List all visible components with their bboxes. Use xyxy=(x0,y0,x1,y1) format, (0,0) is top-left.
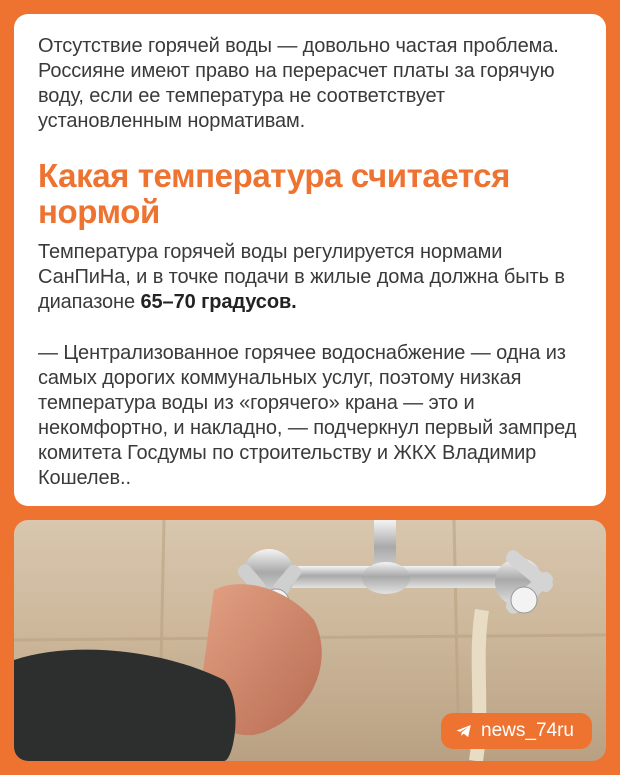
section-heading: Какая температура считается нормой xyxy=(38,157,510,230)
norm-range: 65–70 градусов. xyxy=(140,291,297,313)
faucet-photo xyxy=(14,520,606,761)
norm-paragraph xyxy=(38,240,584,315)
faucet-center xyxy=(362,562,410,594)
source-label: news_74ru xyxy=(481,720,574,741)
right-valve-handle xyxy=(495,548,555,616)
article-card xyxy=(14,14,606,506)
telegram-icon xyxy=(455,722,473,740)
intro-text: Отсутствие горячей воды — довольно частая проблема. Россияне имеют право на перерасчет платы за горячую воду, если ее температура не соответствует установленным нормативам. xyxy=(38,35,559,132)
quote-paragraph: — Централизованное горячее водоснабжение — одна из самых дорогих коммунальных услуг, поэтому низкая температура воды из «горячего» крана — это и некомфортно, и накладно, — подчеркнул первый зампред комитета Госдумы по строительству и ЖКХ Владимир Кошелев.. xyxy=(38,342,577,489)
norm-text: Температура горячей воды регулируется нормами СанПиНа, и в точке подачи в жилые дома должна быть в диапазоне xyxy=(38,241,565,313)
source-badge[interactable] xyxy=(441,713,592,749)
jacket-sleeve xyxy=(14,650,236,761)
